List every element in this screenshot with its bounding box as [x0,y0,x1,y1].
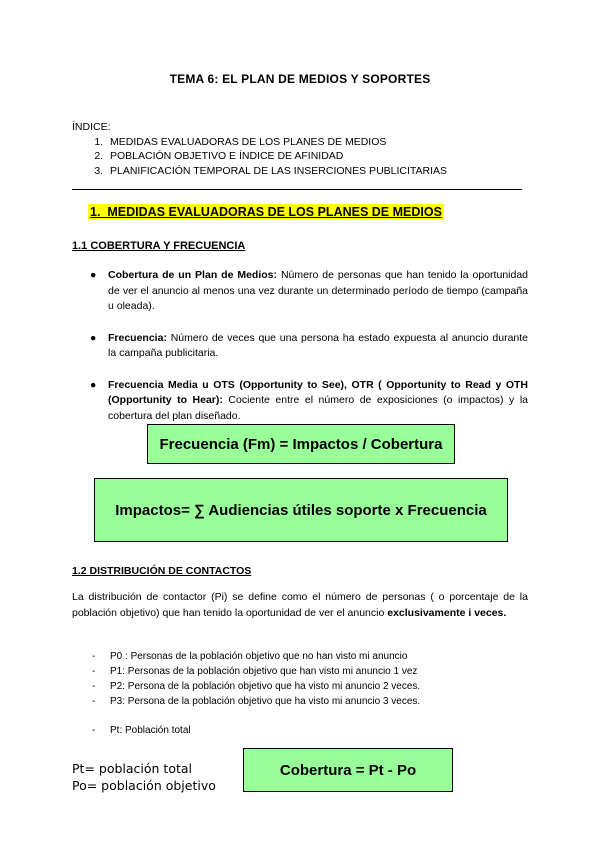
formula-box-impactos: Impactos= ∑ Audiencias útiles soporte x Frecuencia [94,478,508,542]
list-item: - P1: Personas de la población objetivo que han visto mi anuncio 1 vez [92,666,418,677]
handwritten-notes [72,760,216,794]
definition-term: Cobertura de un Plan de Medios: [108,269,278,281]
definition-item [90,268,528,315]
paragraph-emphasis: exclusivamente i veces. [387,606,507,619]
bullet-icon: ● [90,269,97,281]
index-item: 1. MEDIDAS EVALUADORAS DE LOS PLANES DE MEDIOS [106,135,447,150]
index-list [72,135,447,179]
definition-term: Frecuencia: [108,331,167,344]
definition-text: Cociente entre el número de exposiciones (o impactos) y la cobertura del plan diseñado. [108,394,528,422]
list-item: - P3: Persona de la población objetivo que ha visto mi anuncio 3 veces. [92,696,421,707]
definition-text: Número de personas que han tenido la oportunidad de ver el anuncio al menos una vez durante un determinado período de tiempo (campaña u oleada). [108,269,529,312]
note-line: Po= población objetivo [72,778,216,793]
list-item: - Pt: Población total [92,725,191,736]
section-1-heading [88,205,444,219]
subsection-1-1-heading: 1.1 COBERTURA Y FRECUENCIA [72,240,246,252]
horizontal-rule [72,189,522,190]
population-list-extra [92,723,191,738]
population-list [92,649,420,709]
subsection-1-2-heading: 1.2 DISTRIBUCIÓN DE CONTACTOS [72,565,252,577]
list-item-text: P1: Personas de la población objetivo que han visto mi anuncio 1 vez [110,666,418,677]
definition-item [90,378,528,425]
index-item: 2. POBLACIÓN OBJETIVO E ÍNDICE DE AFINIDAD [106,149,447,164]
list-item-text: P3: Persona de la población objetivo que ha visto mi anuncio 3 veces. [110,696,421,707]
list-item: - P2: Persona de la población objetivo que ha visto mi anuncio 2 veces. [92,681,421,692]
section-1-number: 1. [90,205,101,219]
definition-item [90,331,528,362]
note-line: Pt= población total [72,761,193,776]
bullet-icon: ● [90,378,97,391]
list-item: - P0 : Personas de la población objetivo que no han visto mi anuncio [92,651,408,662]
distribution-paragraph [72,590,528,621]
formula-box-cobertura: Cobertura = Pt - Po [243,748,453,792]
definition-text: Número de veces que una persona ha estado expuesta al anuncio durante la campaña publicitaria. [108,331,528,359]
definition-list [90,268,528,440]
index-section [72,120,447,178]
paragraph-text: La distribución de contactor (Pi) se define como el número de personas ( o porcentaje de la población objetivo) que han tenido la oportunidad de ver el anuncio [72,591,528,619]
document-title: TEMA 6: EL PLAN DE MEDIOS Y SOPORTES [169,72,431,86]
list-item-text: P2: Persona de la población objetivo que ha visto mi anuncio 2 veces. [110,681,421,692]
section-1-title: MEDIDAS EVALUADORAS DE LOS PLANES DE MEDIOS [107,205,442,219]
list-item-text: Pt: Población total [110,725,191,736]
bullet-icon: ● [90,331,97,344]
list-item-text: P0 : Personas de la población objetivo que no han visto mi anuncio [110,651,408,662]
definition-term: Frecuencia Media u OTS (Opportunity to See), OTR ( Opportunity to Read y OTH (Opportunity to Hear): [108,378,528,406]
formula-box-frecuencia: Frecuencia (Fm) = Impactos / Cobertura [147,424,455,464]
index-item: 3. PLANIFICACIÓN TEMPORAL DE LAS INSERCIONES PUBLICITARIAS [106,164,447,179]
index-label: ÍNDICE: [72,121,111,133]
